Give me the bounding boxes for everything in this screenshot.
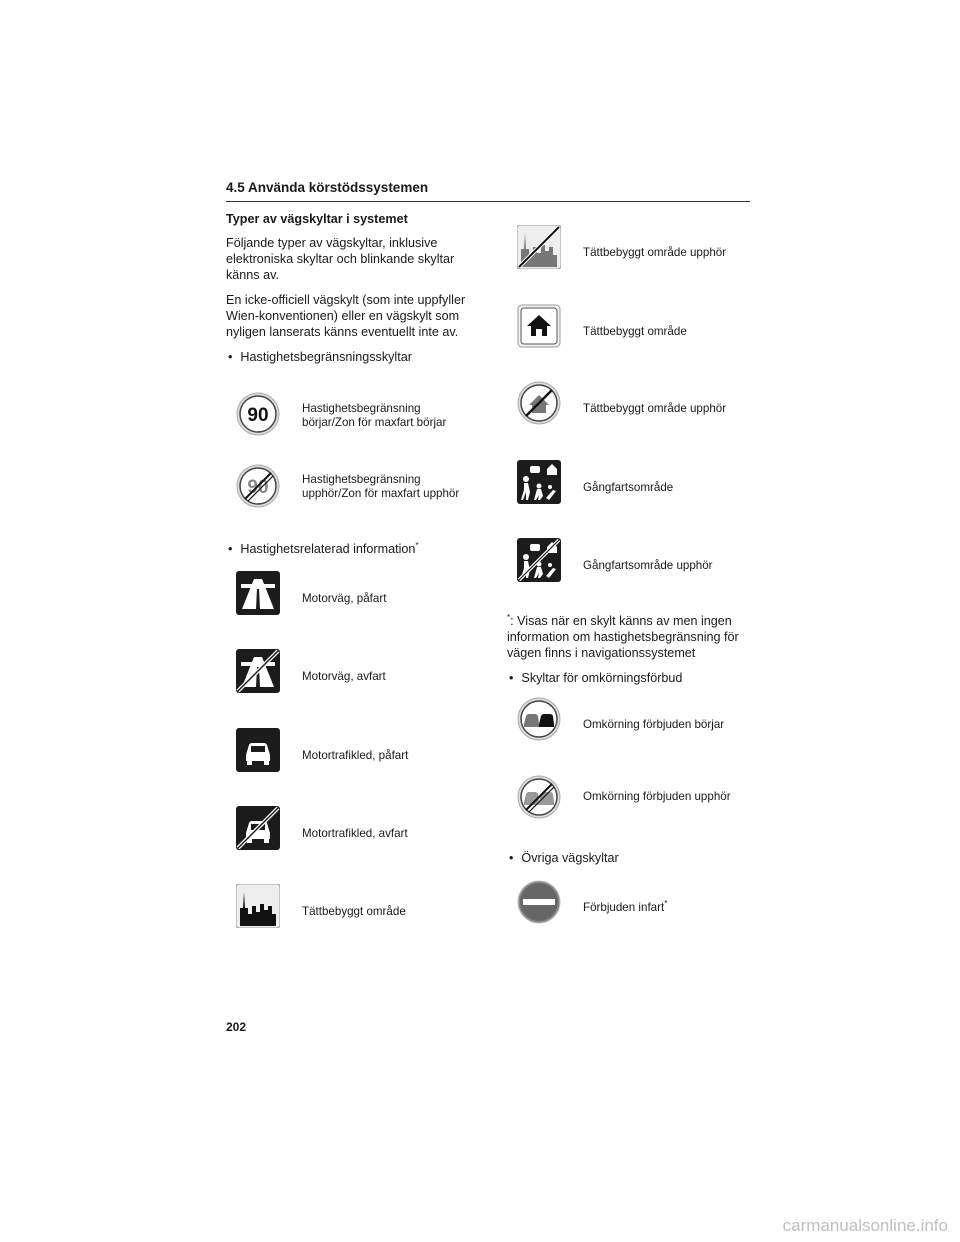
sign-label: Motorväg, påfart [302,592,387,605]
city-skyline-icon [236,884,280,928]
svg-text:90: 90 [247,477,269,498]
expressway-car-icon [236,728,280,772]
watermark: carmanualsonline.info [782,1216,948,1235]
pedestrian-zone-end-icon [517,538,561,582]
svg-text:90: 90 [247,405,269,426]
bullet-speed-related: • Hastighetsrelaterad information* [226,541,476,557]
speed-limit-90-icon [236,392,280,436]
sign-row-motorway-in [226,571,486,631]
no-overtaking-end-icon [517,775,561,819]
bullet-related-wrap [226,541,476,567]
no-overtaking-icon [517,697,561,741]
sign-label: Motortrafikled, avfart [302,827,408,840]
expressway-end-icon [236,806,280,850]
house-end-icon [517,381,561,425]
sign-label: Hastighetsbegränsning börjar/Zon för maxfart börjar [302,402,447,429]
sign-label: Tättbebyggt område upphör [583,402,727,415]
sign-row-overtake-start [507,697,767,757]
page-number: 202 [226,1020,247,1034]
section-title: 4.5 Använda körstödssystemen [226,180,750,202]
bullet-other-wrap [507,850,747,876]
sign-label: Tättbebyggt område [302,905,406,918]
subheading: Typer av vägskyltar i systemet [226,212,408,226]
bullet-speed-signs: • Hastighetsbegränsningsskyltar [226,349,476,365]
left-column [226,211,476,375]
sign-row-no-entry [507,880,767,940]
sign-row-builtup-2 [507,304,767,364]
right-text-block [507,613,747,696]
motorway-end-icon [236,649,280,693]
speed-limit-end-icon [236,464,280,508]
sign-row-speed-start [226,392,486,452]
sign-label: Gångfartsområde [583,481,674,494]
motorway-icon [236,571,280,615]
sign-label: Förbjuden infart* [583,899,668,914]
sign-label: Motortrafikled, påfart [302,749,409,762]
sign-row-overtake-end [507,775,767,835]
sign-row-expressway-in [226,728,486,788]
sign-row-expressway-out [226,806,486,866]
sign-label: Omkörning förbjuden upphör [583,790,731,803]
bullet-overtaking: • Skyltar för omkörningsförbud [507,670,747,686]
sign-row-motorway-out [226,649,486,709]
sign-row-living [507,460,767,520]
sign-row-builtup-end-2 [507,381,767,441]
sign-label: Tättbebyggt område [583,325,687,338]
sign-row-builtup-end-1 [507,225,767,285]
pedestrian-zone-icon [517,460,561,504]
note-paragraph: En icke-officiell vägskylt (som inte uppfyller Wien-konventionen) eller en vägskylt som nyligen lanserats känns eventuellt inte av. [226,293,466,339]
house-icon [517,304,561,348]
city-skyline-end-icon [517,225,561,269]
sign-label: Tättbebyggt område upphör [583,246,727,259]
intro-paragraph: Följande typer av vägskyltar, inklusive elektroniska skyltar och blinkande skyltar känns av. [226,236,455,282]
sign-label: Omkörning förbjuden börjar [583,718,725,731]
sign-label: Gångfartsområde upphör [583,559,713,572]
sign-label: Hastighetsbegränsning upphör/Zon för maxfart upphör [302,473,460,500]
sign-row-living-end [507,538,767,598]
footnote: *: Visas när en skylt känns av men ingen information om hastighetsbegränsning för vägen finns i navigationssystemet [507,612,739,660]
bullet-other-signs: • Övriga vägskyltar [507,850,747,866]
no-entry-icon [517,880,561,924]
sign-label: Motorväg, avfart [302,670,386,683]
sign-row-speed-end [226,464,486,524]
sign-row-builtup [226,884,486,944]
